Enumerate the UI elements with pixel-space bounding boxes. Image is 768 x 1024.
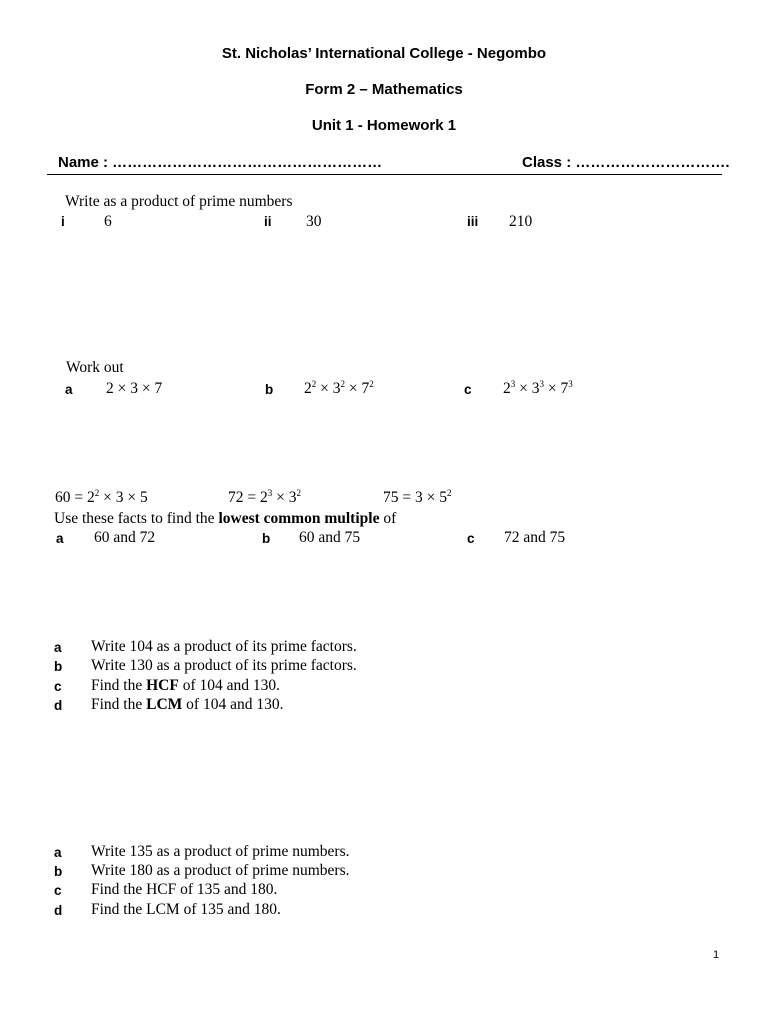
q3-fact-60: $60 = 2^2 \times 3 \times 5$ (55, 488, 148, 506)
q3-label-b: b (262, 531, 271, 546)
q3-text-a: 60 and 72 (94, 529, 156, 546)
q3-text-c: 72 and 75 (504, 529, 566, 546)
q1-value-ii: 30 (306, 213, 322, 230)
q3-fact-72: $72 = 2^3 \times 3^2$ (228, 488, 301, 506)
name-field: Name : ……………………………………………… (58, 154, 383, 171)
q1-instruction: Write as a product of prime numbers (65, 193, 293, 210)
q5-text-c: Find the HCF of 135 and 180. (91, 881, 278, 898)
q4-label-c: c (54, 679, 62, 694)
q5-label-b: b (54, 864, 63, 879)
page-number: 1 (713, 949, 720, 961)
q3-text-b: 60 and 75 (299, 529, 361, 546)
q3-fact-75: $75 = 3 \times 5^2$ (383, 488, 452, 506)
q3-instruction: Use these facts to find the lowest common multiple of (54, 510, 397, 527)
header-divider (47, 174, 722, 175)
q3-label-c: c (467, 531, 475, 546)
q4-text-d: Find the LCM of 104 and 130. (91, 696, 284, 713)
q4-text-b: Write 130 as a product of its prime factors. (91, 657, 357, 674)
q5-label-c: c (54, 883, 62, 898)
q2-expression-c: $2^3 \times 3^3 \times 7^3$ (503, 379, 573, 397)
q2-label-c: c (464, 382, 472, 397)
unit-title: Unit 1 - Homework 1 (311, 117, 457, 134)
q2-label-b: b (265, 382, 274, 397)
q1-label-i: i (61, 214, 65, 229)
q1-label-iii: iii (467, 214, 479, 229)
q2-label-a: a (65, 382, 73, 397)
q2-expression-a: 2 × 3 × 7 (106, 380, 163, 397)
q4-text-a: Write 104 as a product of its prime factors. (91, 638, 357, 655)
school-title: St. Nicholas’ International College - Negombo (221, 45, 547, 62)
q4-label-b: b (54, 659, 63, 674)
q1-value-i: 6 (104, 213, 112, 230)
q4-text-c: Find the HCF of 104 and 130. (91, 677, 281, 694)
q5-text-d: Find the LCM of 135 and 180. (91, 901, 281, 918)
q4-label-d: d (54, 698, 63, 713)
q3-label-a: a (56, 531, 64, 546)
class-field: Class : …………………………. (522, 154, 730, 171)
q5-text-a: Write 135 as a product of prime numbers. (91, 843, 350, 860)
q4-label-a: a (54, 640, 62, 655)
q5-label-d: d (54, 903, 63, 918)
q5-text-b: Write 180 as a product of prime numbers. (91, 862, 350, 879)
q1-value-iii: 210 (509, 213, 533, 230)
q5-label-a: a (54, 845, 62, 860)
q2-expression-b: $2^2 \times 3^2 \times 7^2$ (304, 379, 374, 397)
q1-label-ii: ii (264, 214, 272, 229)
q2-instruction: Work out (66, 359, 124, 376)
form-subject: Form 2 – Mathematics (305, 81, 463, 98)
